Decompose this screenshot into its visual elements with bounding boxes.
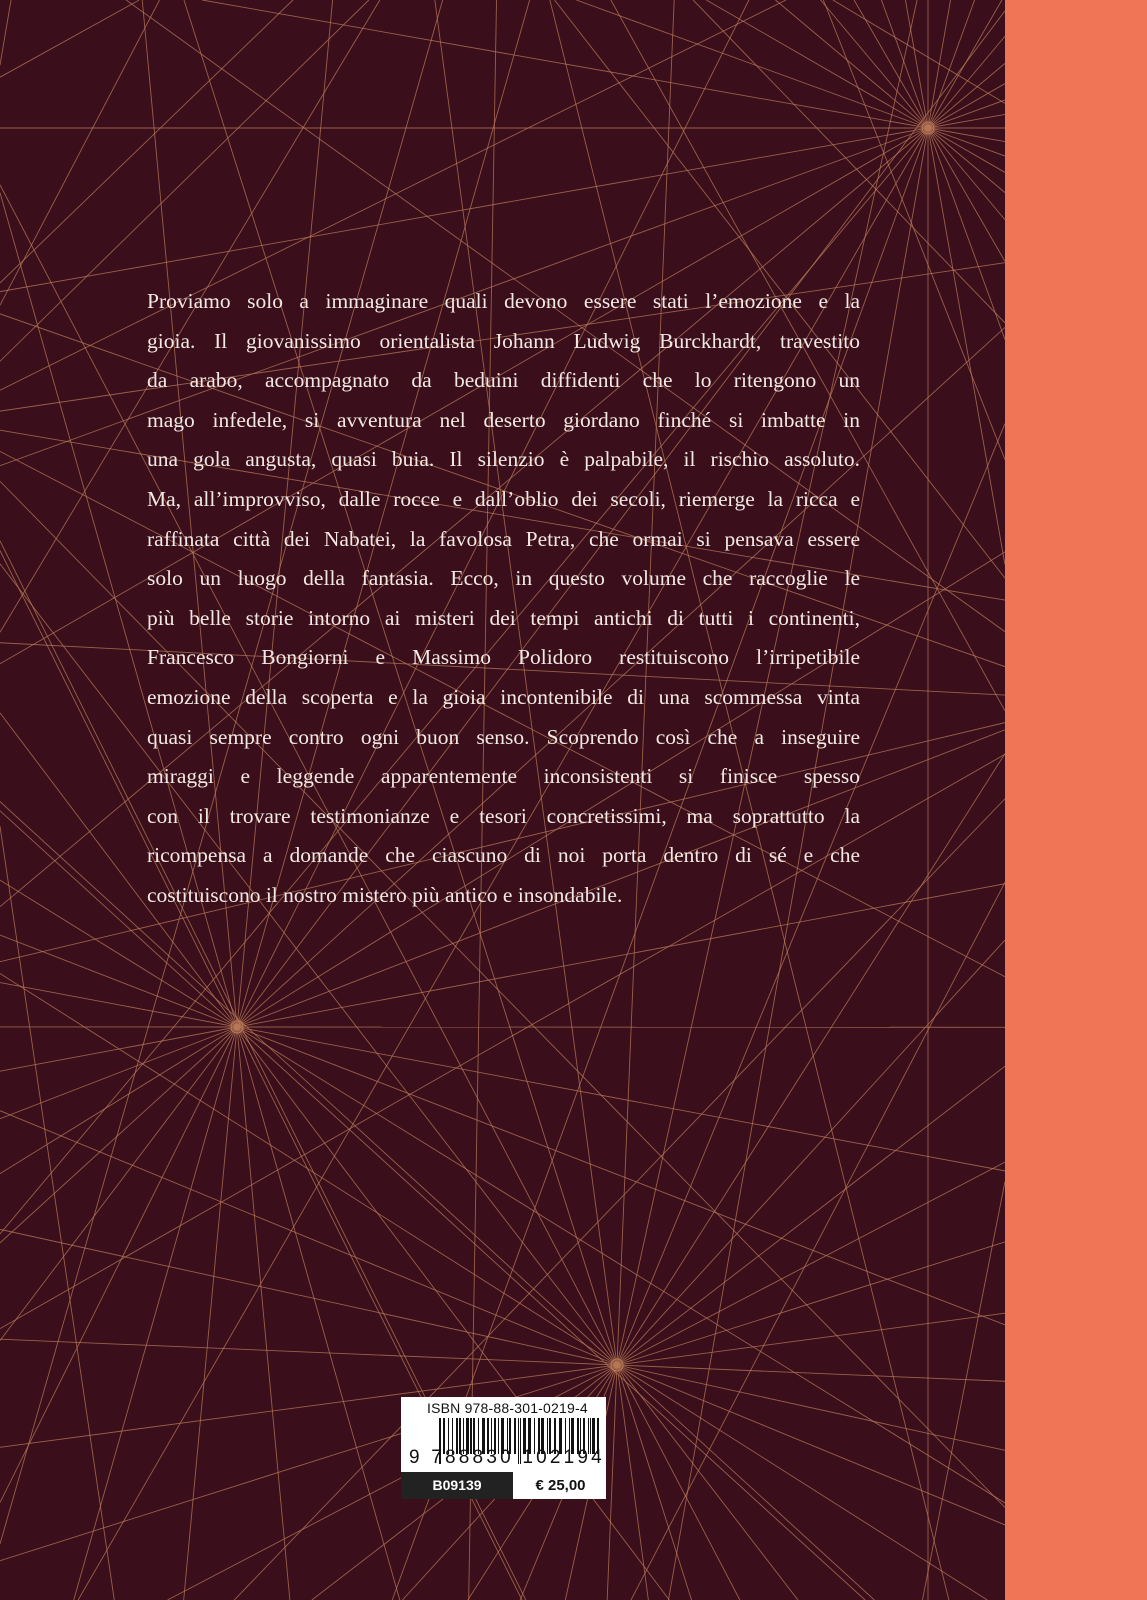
pattern-line xyxy=(617,1365,692,1600)
pattern-line xyxy=(237,1027,1005,1171)
isbn-text: ISBN 978-88-301-0219-4 xyxy=(427,1400,588,1416)
blurb-line: solo un luogo della fantasia. Ecco, in questo volume che raccoglie le xyxy=(147,566,860,591)
pattern-line xyxy=(576,0,928,128)
pattern-line xyxy=(237,1027,522,1600)
blurb-line: Ma, all’improvviso, dalle rocce e dall’oblio dei secoli, riemerge la ricca e xyxy=(147,486,860,511)
barcode-label xyxy=(401,1397,606,1499)
barcode-digits: 9 788830 102194 xyxy=(409,1447,605,1468)
pattern-line xyxy=(202,0,928,128)
pattern-line xyxy=(0,0,11,65)
blurb-line: quasi sempre contro ogni buon senso. Scoprendo così che a inseguire xyxy=(147,724,860,749)
pattern-line xyxy=(617,940,1005,1365)
pattern-line xyxy=(928,128,1005,565)
blurb-line: Proviamo solo a immaginare quali devono essere stati l’emozione e la xyxy=(147,289,860,313)
blurb-line: costituiscono il nostro mistero più antico e insondabile. xyxy=(147,882,623,907)
blurb-line: ricompensa a domande che ciascuno di noi porta dentro di sé e che xyxy=(147,843,860,868)
blurb-line: mago infedele, si avventura nel deserto giordano finché si imbatte in xyxy=(147,407,860,432)
pattern-line xyxy=(922,1181,1005,1600)
pattern-line xyxy=(617,1365,987,1600)
pattern-line xyxy=(0,1339,617,1365)
pattern-line xyxy=(617,1365,1005,1381)
pattern-line xyxy=(617,1365,1005,1525)
pattern-line xyxy=(617,1365,874,1600)
pattern-line xyxy=(0,973,617,1365)
pattern-line xyxy=(0,1027,237,1341)
pattern-line xyxy=(0,935,237,1027)
blurb-line: Francesco Bongiorni e Massimo Polidoro restituiscono l’irripetibile xyxy=(147,645,860,670)
pattern-line xyxy=(0,1229,617,1365)
pattern-line xyxy=(617,1066,1005,1365)
spine-color-strip xyxy=(1005,0,1147,1600)
blurb-line: da arabo, accompagnato da beduini diffidenti che lo ritengono un xyxy=(147,368,860,393)
pattern-line xyxy=(234,799,1005,1600)
pattern-line xyxy=(607,1365,617,1600)
price: € 25,00 xyxy=(535,1477,586,1494)
blurb-line: emozione della scoperta e la gioia incontenibile di una scommessa vinta xyxy=(147,684,860,709)
pattern-line xyxy=(617,1365,740,1600)
back-cover-blurb xyxy=(147,282,860,916)
blurb-line: con il trovare testimonianze e tesori concretissimi, ma soprattutto la xyxy=(147,803,860,828)
pattern-line xyxy=(0,1027,237,1119)
blurb-line: gioia. Il giovanissimo orientalista Johann Ludwig Burckhardt, travestito xyxy=(147,328,860,353)
pattern-line xyxy=(617,1242,1005,1365)
product-code: B09139 xyxy=(401,1472,513,1499)
blurb-line: una gola angusta, quasi buia. Il silenzio è palpabile, il rischio assoluto. xyxy=(147,447,860,472)
pattern-line xyxy=(617,1162,1005,1365)
pattern-line xyxy=(0,1027,237,1243)
pattern-line xyxy=(237,1027,290,1600)
pattern-line xyxy=(617,1365,1005,1450)
pattern-line xyxy=(0,0,139,77)
blurb-line: raffinata città dei Nabatei, la favolosa Petra, che ormai si pensava essere xyxy=(147,526,860,551)
pattern-line xyxy=(237,1027,669,1600)
blurb-line: miraggi e leggende apparentemente inconsistenti si finisce spesso xyxy=(147,764,860,789)
pattern-line xyxy=(0,128,928,292)
pattern-line xyxy=(617,1313,1005,1365)
pattern-line xyxy=(617,1365,798,1600)
pattern-line xyxy=(184,1027,237,1600)
blurb-line: più belle storie intorno ai misteri dei tempi antichi di tutti i continenti, xyxy=(147,605,860,630)
